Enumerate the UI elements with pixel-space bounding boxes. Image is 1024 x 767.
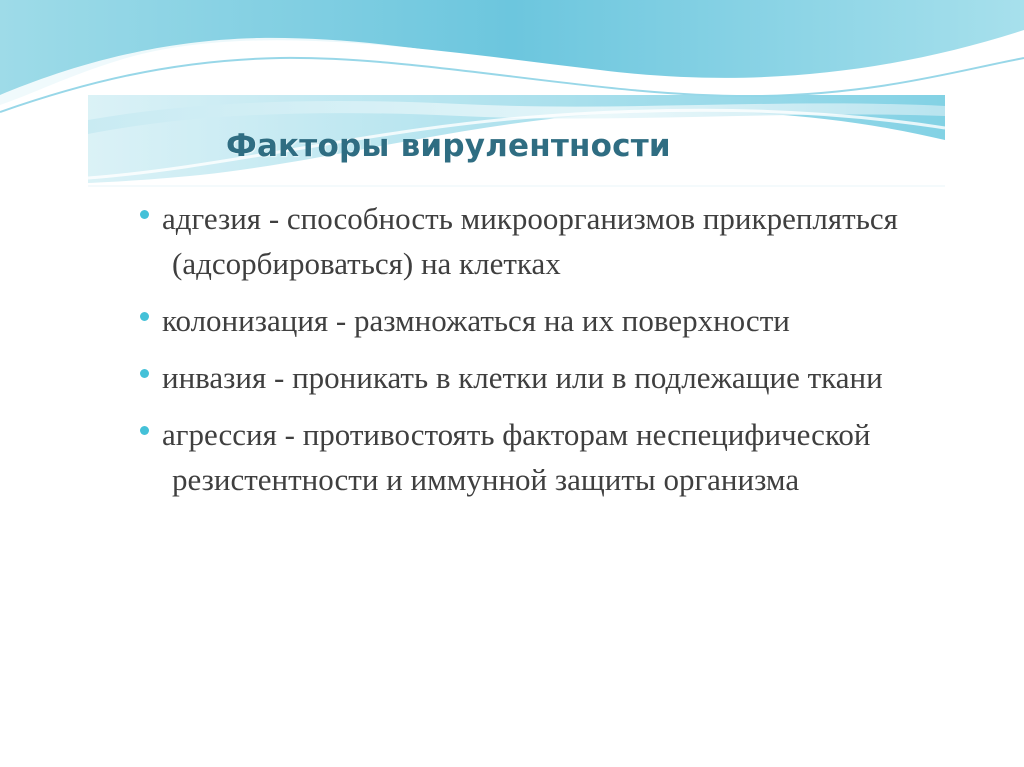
bullet-item	[140, 298, 920, 343]
header-wave-decoration	[0, 0, 1024, 200]
bullet-dot-icon	[140, 369, 149, 378]
bullet-dot-icon	[140, 426, 149, 435]
slide-title: Факторы вирулентности	[226, 128, 671, 164]
bullet-text: адгезия - способность микроорганизмов прикрепляться (адсорбироваться) на клетках	[162, 201, 898, 281]
bullet-item	[140, 196, 920, 286]
bullet-text: инвазия - проникать в клетки или в подлежащие ткани	[162, 360, 883, 395]
bullet-text: агрессия - противостоять факторам неспецифической резистентности и иммунной защиты организма	[162, 417, 871, 497]
bullet-text: колонизация - размножаться на их поверхности	[162, 303, 790, 338]
bullet-item	[140, 412, 920, 502]
bullet-dot-icon	[140, 210, 149, 219]
bullet-dot-icon	[140, 312, 149, 321]
bullet-list	[140, 196, 920, 514]
bullet-item	[140, 355, 920, 400]
